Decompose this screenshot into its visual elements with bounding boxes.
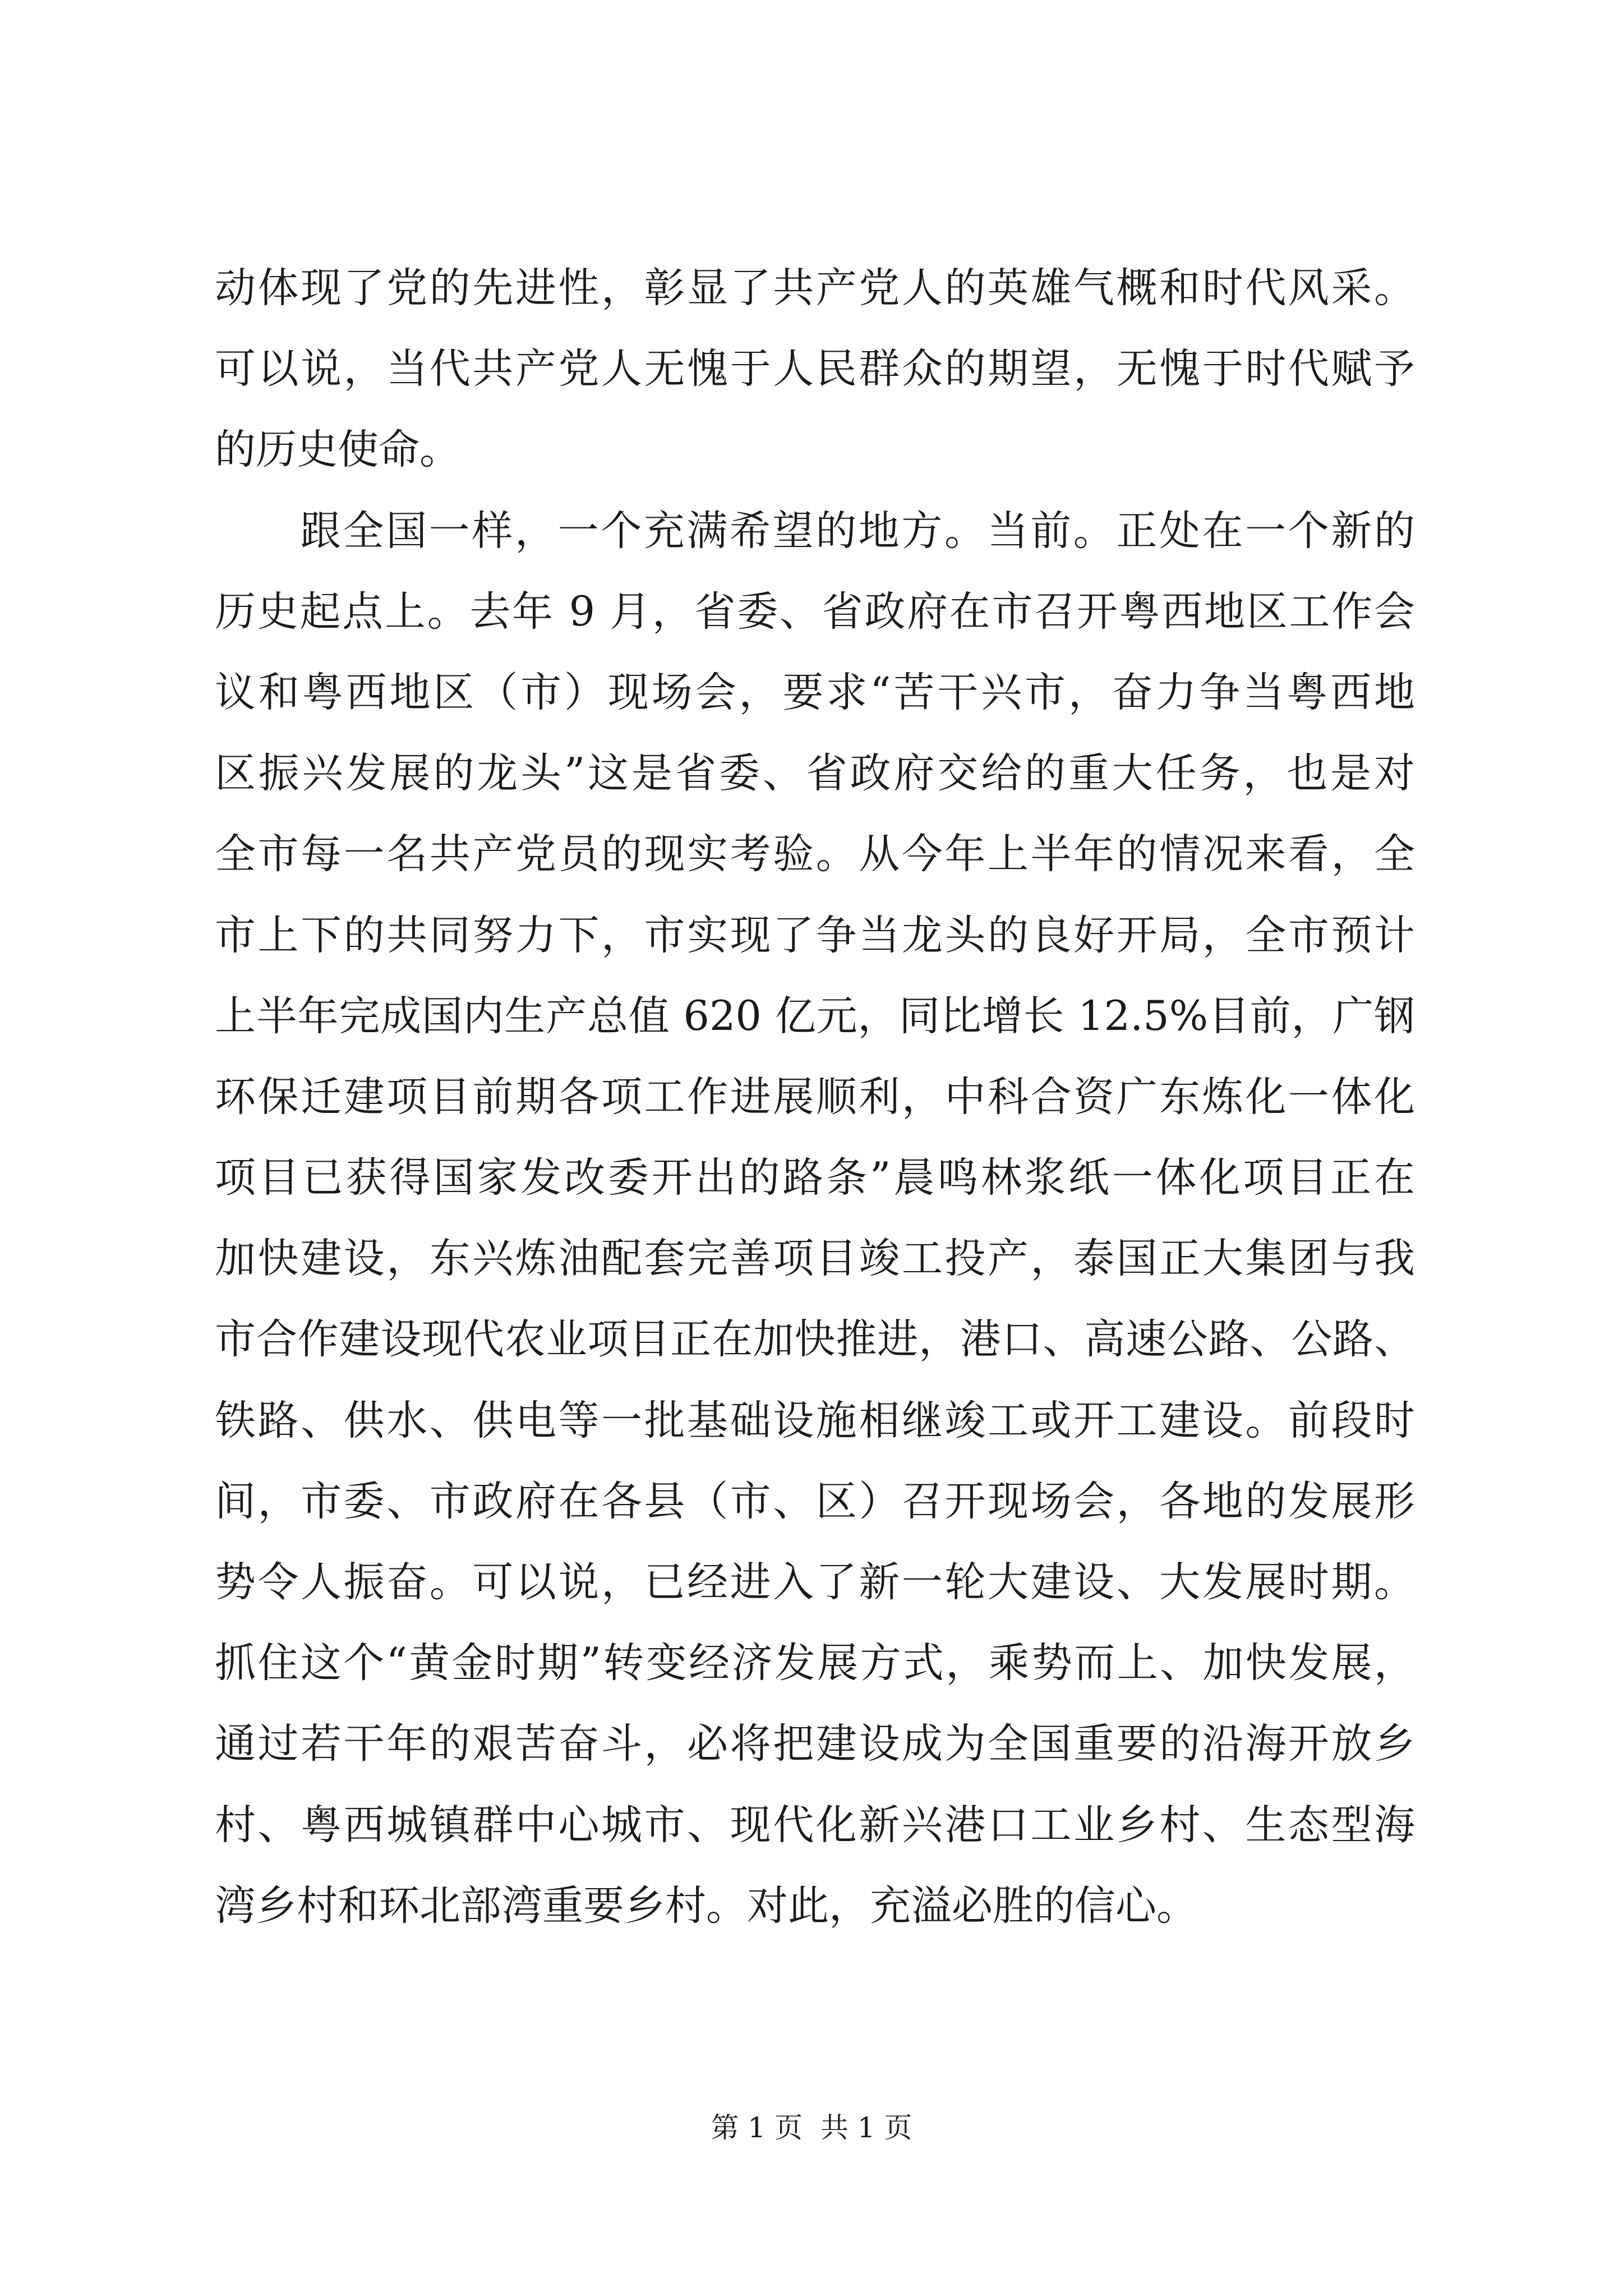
text-line: 环保迁建项目前期各项工作进展顺利，中科合资广东炼化一体化 <box>215 1073 1415 1121</box>
body-text <box>215 248 1415 1947</box>
text-line: 间，市委、市政府在各县（市、区）召开现场会，各地的发展形 <box>215 1477 1415 1525</box>
text-line: 市合作建设现代农业项目正在加快推进，港口、高速公路、公路、 <box>215 1315 1415 1364</box>
text-line: 可以说，当代共产党人无愧于人民群众的期望，无愧于时代赋予 <box>215 345 1415 393</box>
paragraph-2 <box>215 491 1415 1947</box>
text-line: 势令人振奋。可以说，已经进入了新一轮大建设、大发展时期。 <box>215 1558 1415 1606</box>
paragraph-1 <box>215 248 1415 491</box>
page-footer: 第 1 页 共 1 页 <box>711 2111 912 2144</box>
text-line: 上半年完成国内生产总值 620 亿元，同比增长 12.5%目前，广钢 <box>215 992 1415 1040</box>
text-line: 区振兴发展的龙头”这是省委、省政府交给的重大任务，也是对 <box>215 749 1415 798</box>
text-line: 湾乡村和环北部湾重要乡村。对此，充溢必胜的信心。 <box>215 1881 1197 1930</box>
text-line: 历史起点上。去年 9 月，省委、省政府在市召开粤西地区工作会 <box>215 587 1415 636</box>
text-line: 全市每一名共产党员的现实考验。从今年上半年的情况来看，全 <box>215 830 1415 878</box>
text-line: 村、粤西城镇群中心城市、现代化新兴港口工业乡村、生态型海 <box>215 1801 1415 1849</box>
text-line: 市上下的共同努力下，市实现了争当龙头的良好开局，全市预计 <box>215 911 1415 959</box>
text-line: 铁路、供水、供电等一批基础设施相继竣工或开工建设。前段时 <box>215 1396 1415 1444</box>
text-line: 通过若干年的艰苦奋斗，必将把建设成为全国重要的沿海开放乡 <box>215 1720 1415 1768</box>
text-line: 动体现了党的先进性，彰显了共产党人的英雄气概和时代风采。 <box>215 264 1415 312</box>
text-line: 项目已获得国家发改委开出的路条”晨鸣林浆纸一体化项目正在 <box>215 1154 1415 1202</box>
text-line: 的历史使命。 <box>215 426 460 474</box>
text-line: 跟全国一样，一个充满希望的地方。当前。正处在一个新的 <box>300 507 1415 555</box>
text-line: 抓住这个“黄金时期”转变经济发展方式，乘势而上、加快发展， <box>215 1639 1415 1687</box>
text-line: 加快建设，东兴炼油配套完善项目竣工投产，泰国正大集团与我 <box>215 1235 1415 1283</box>
text-line: 议和粤西地区（市）现场会，要求“苦干兴市，奋力争当粤西地 <box>215 668 1415 716</box>
